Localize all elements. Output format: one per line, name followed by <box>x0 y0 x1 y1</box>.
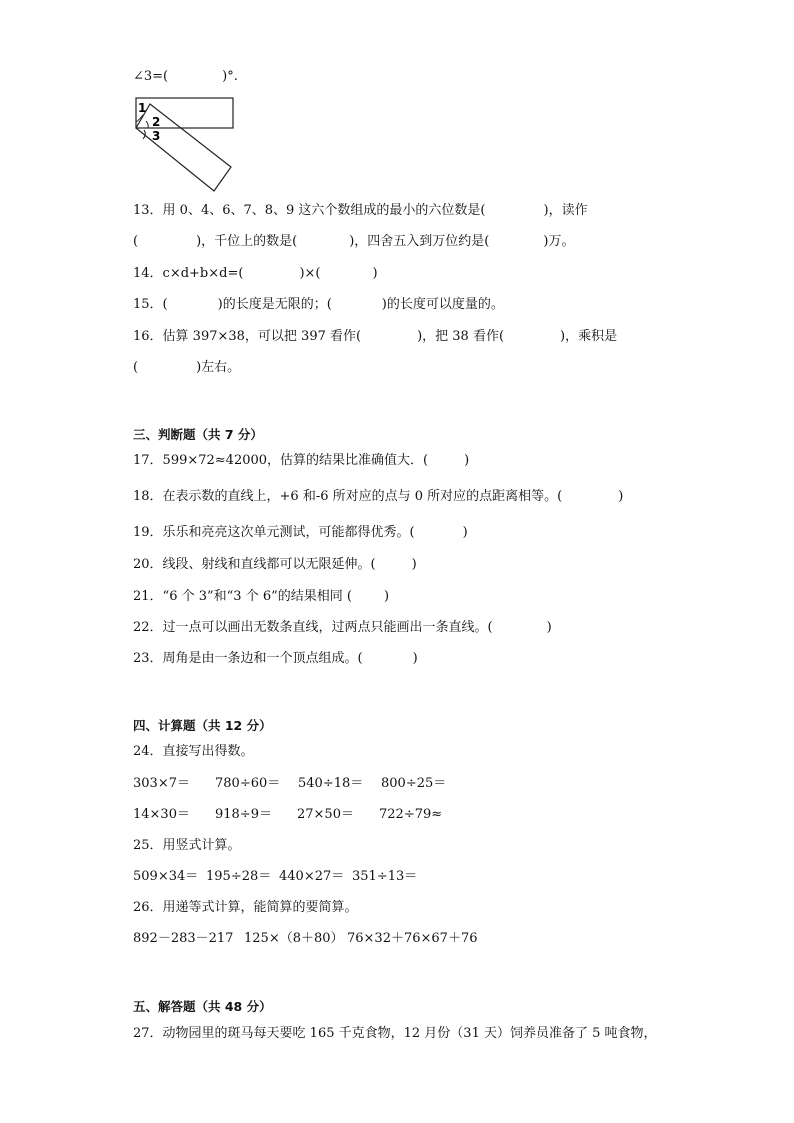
q12-suffix: )°. <box>222 69 238 84</box>
judge-end: ) <box>411 557 417 572</box>
mental-math-item: 540÷18＝ <box>298 776 364 791</box>
q13-text-b: )，读作 <box>543 203 588 218</box>
angle-label-1: 1 <box>138 101 147 115</box>
judge-text: 23．周角是由一条边和一个顶点组成。( <box>133 651 363 666</box>
mental-math-item: 722÷79≈ <box>379 807 443 822</box>
judge-item <box>133 620 552 636</box>
judge-text: 19．乐乐和亮亮这次单元测试，可能都得优秀。( <box>133 525 415 540</box>
rectangle-strip <box>136 98 233 128</box>
judge-item <box>133 589 389 605</box>
q27-text: 27．动物园里的斑马每天要吃 165 千克食物，12 月份（31 天）饲养员准备了 5 吨食物， <box>133 1026 657 1041</box>
folded-strip <box>136 104 231 191</box>
q16-text-d: ( <box>133 360 139 375</box>
q15-text-c: )的长度可以度量的。 <box>381 297 504 312</box>
mental-math-item: 14×30＝ <box>133 807 190 822</box>
judge-item <box>133 489 623 505</box>
vertical-calc-item: 440×27＝ <box>279 869 345 884</box>
stepwise-calc-item: 76×32＋76×67＋76 <box>347 931 478 946</box>
judge-text: 18．在表示数的直线上，+6 和-6 所对应的点与 0 所对应的点距离相等。( <box>133 489 563 504</box>
q13-line-2 <box>133 234 574 250</box>
q13-text-e: )，四舍五入到万位约是( <box>349 234 490 249</box>
q15-text-b: )的长度是无限的；( <box>217 297 332 312</box>
judge-text: 17．599×72≈42000，估算的结果比准确值大．( <box>133 453 429 468</box>
angle-arc-2 <box>146 121 148 128</box>
judge-end: ) <box>464 453 470 468</box>
mental-math-item: 303×7＝ <box>133 776 190 791</box>
q26-title: 26．用递等式计算，能简算的要简算。 <box>133 900 358 915</box>
judge-end: ) <box>618 489 624 504</box>
mental-math-item: 918÷9＝ <box>215 807 272 822</box>
judge-text: 22．过一点可以画出无数条直线，过两点只能画出一条直线。( <box>133 620 493 635</box>
q14-line <box>133 266 378 282</box>
judge-item <box>133 557 417 573</box>
judge-text: 21．“6 个 3”和“3 个 6”的结果相同 ( <box>133 589 352 604</box>
section-4-title: 四、计算题（共 12 分） <box>133 718 272 733</box>
vertical-calc-item: 351÷13＝ <box>352 869 418 884</box>
q16-line-2 <box>133 360 240 376</box>
q16-text-c: )，乘积是 <box>560 329 618 344</box>
judge-end: ) <box>462 525 468 540</box>
q24-row-2 <box>133 807 442 823</box>
q25-row <box>133 869 417 885</box>
mental-math-item: 27×50＝ <box>297 807 354 822</box>
q25-title: 25．用竖式计算。 <box>133 838 241 853</box>
q16-text-a: 16．估算 397×38，可以把 397 看作( <box>133 329 362 344</box>
vertical-calc-item: 509×34＝ <box>133 869 199 884</box>
q12-answer-line <box>133 69 238 85</box>
section-3-title: 三、判断题（共 7 分） <box>133 427 263 442</box>
angle-figure <box>130 94 240 194</box>
q13-text-d: )，千位上的数是( <box>196 234 298 249</box>
judge-end: ) <box>546 620 552 635</box>
angle-label-2: 2 <box>152 115 161 129</box>
q24-row-1 <box>133 776 446 792</box>
q13-line-1 <box>133 203 588 219</box>
mental-math-item: 800÷25＝ <box>381 776 447 791</box>
q14-text-c: ) <box>372 266 378 281</box>
q14-text-a: 14．c×d+b×d=( <box>133 266 244 281</box>
judge-item <box>133 525 468 541</box>
q16-text-e: )左右。 <box>196 360 241 375</box>
q13-text-c: ( <box>133 234 139 249</box>
q14-text-b: )×( <box>299 266 321 281</box>
judge-end: ) <box>412 651 418 666</box>
q15-line <box>133 297 504 313</box>
mental-math-item: 780÷60＝ <box>215 776 281 791</box>
q13-text-f: )万。 <box>543 234 575 249</box>
stepwise-calc-item: 892－283－217 <box>133 931 234 946</box>
vertical-calc-item: 195÷28＝ <box>206 869 272 884</box>
judge-item <box>133 453 469 469</box>
angle-label-3: 3 <box>152 129 161 143</box>
q16-line-1 <box>133 329 617 345</box>
q13-text-a: 13．用 0、4、6、7、8、9 这六个数组成的最小的六位数是( <box>133 203 486 218</box>
q16-text-b: )，把 38 看作( <box>417 329 505 344</box>
judge-item <box>133 651 418 667</box>
q24-title: 24．直接写出得数。 <box>133 744 254 759</box>
section-5-title: 五、解答题（共 48 分） <box>133 999 272 1014</box>
stepwise-calc-item: 125×（8＋80） <box>244 931 344 946</box>
q15-text-a: 15．( <box>133 297 168 312</box>
q26-row <box>133 931 478 947</box>
judge-text: 20．线段、射线和直线都可以无限延伸。( <box>133 557 376 572</box>
judge-end: ) <box>383 589 390 604</box>
q12-prefix: ∠3=( <box>133 69 169 84</box>
